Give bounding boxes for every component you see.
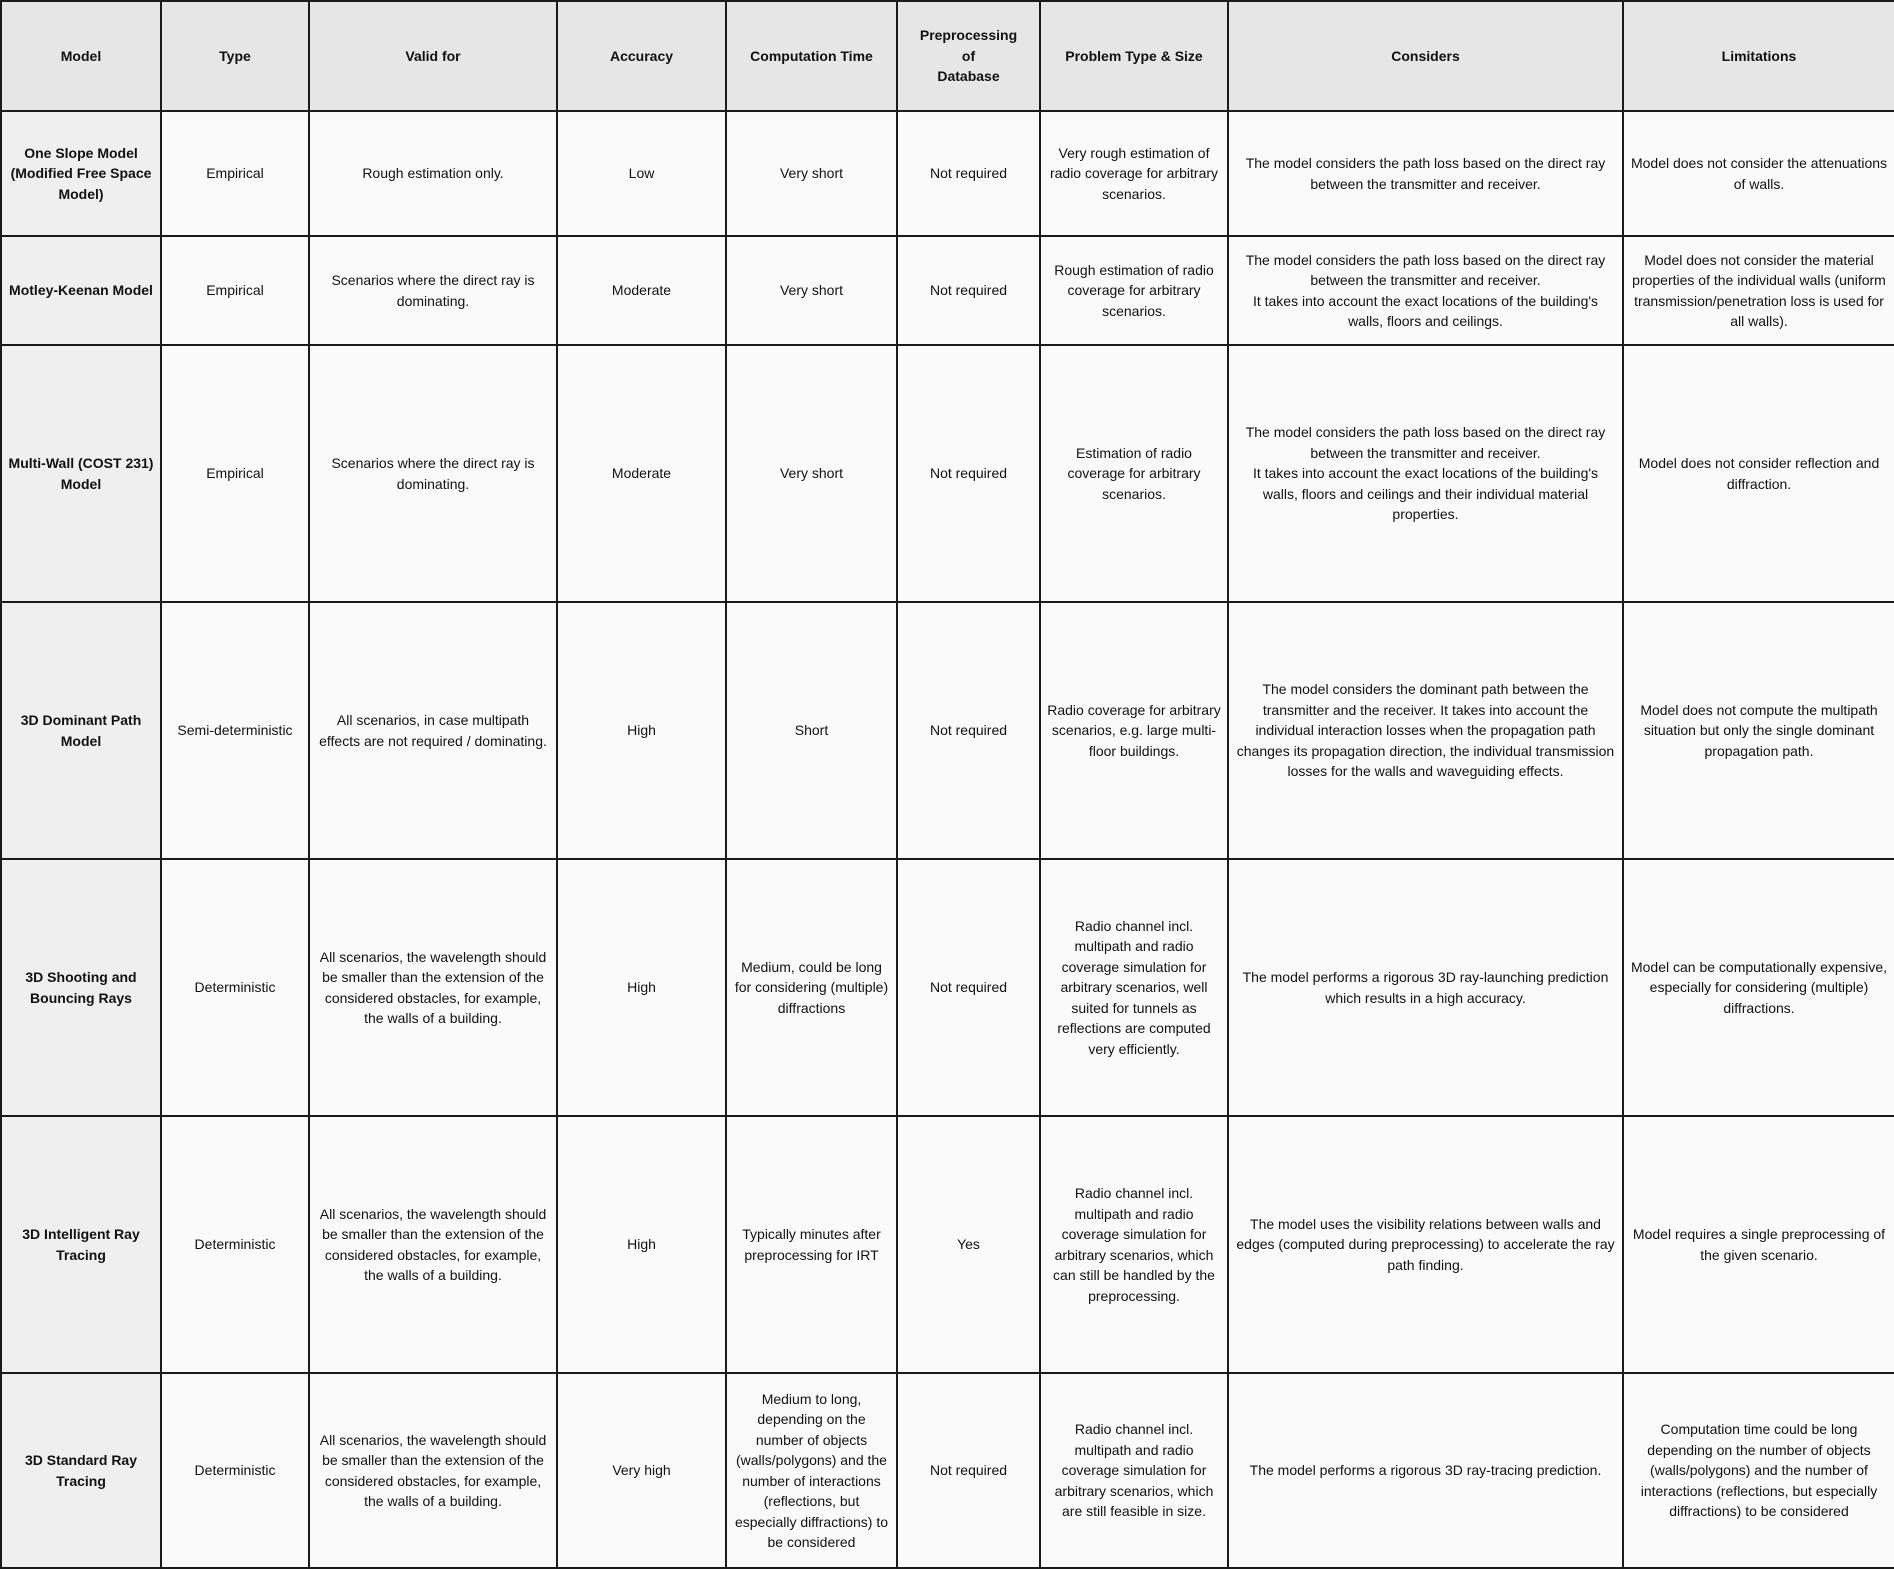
cell-valid-for: All scenarios, the wavelength should be smaller than the extension of the considered obstacles, for example, the walls of a building. (309, 859, 557, 1116)
cell-type: Deterministic (161, 1116, 309, 1373)
table-row (1, 111, 1894, 236)
header-row (1, 1, 1894, 111)
cell-type: Empirical (161, 236, 309, 345)
cell-accuracy: High (557, 1116, 726, 1373)
cell-model: Motley-Keenan Model (1, 236, 161, 345)
cell-type: Deterministic (161, 1373, 309, 1568)
cell-model: One Slope Model (Modified Free Space Model) (1, 111, 161, 236)
header-considers: Considers (1228, 1, 1623, 111)
header-model: Model (1, 1, 161, 111)
cell-considers: The model considers the path loss based on the direct ray between the transmitter and receiver. (1228, 111, 1623, 236)
cell-accuracy: High (557, 602, 726, 859)
cell-considers: The model considers the path loss based on the direct ray between the transmitter and receiver. It takes into account the exact locations of the building's walls, floors and ceilings. (1228, 236, 1623, 345)
cell-problem-type: Rough estimation of radio coverage for arbitrary scenarios. (1040, 236, 1228, 345)
table-header (1, 1, 1894, 111)
cell-preprocessing: Not required (897, 859, 1040, 1116)
cell-problem-type: Radio channel incl. multipath and radio coverage simulation for arbitrary scenarios, which can still be handled by the preprocessing. (1040, 1116, 1228, 1373)
cell-computation-time: Medium to long, depending on the number of objects (walls/polygons) and the number of interactions (reflections, but especially diffractions) to be considered (726, 1373, 897, 1568)
cell-preprocessing: Not required (897, 236, 1040, 345)
table-row (1, 345, 1894, 602)
header-computation-time: Computation Time (726, 1, 897, 111)
cell-valid-for: Scenarios where the direct ray is dominating. (309, 345, 557, 602)
cell-model: 3D Intelligent Ray Tracing (1, 1116, 161, 1373)
cell-type: Semi-deterministic (161, 602, 309, 859)
table-body (1, 111, 1894, 1568)
cell-considers: The model performs a rigorous 3D ray-launching prediction which results in a high accuracy. (1228, 859, 1623, 1116)
header-limitations: Limitations (1623, 1, 1894, 111)
cell-considers: The model uses the visibility relations between walls and edges (computed during preprocessing) to accelerate the ray path finding. (1228, 1116, 1623, 1373)
cell-preprocessing: Not required (897, 345, 1040, 602)
cell-limitations: Model can be computationally expensive, especially for considering (multiple) diffractions. (1623, 859, 1894, 1116)
cell-limitations: Model does not consider reflection and diffraction. (1623, 345, 1894, 602)
cell-model: 3D Standard Ray Tracing (1, 1373, 161, 1568)
cell-considers: The model considers the path loss based on the direct ray between the transmitter and receiver. It takes into account the exact locations of the building's walls, floors and ceilings and their individual material properties. (1228, 345, 1623, 602)
cell-computation-time: Very short (726, 345, 897, 602)
table-row (1, 602, 1894, 859)
cell-limitations: Model does not consider the material properties of the individual walls (uniform transmission/penetration loss is used for all walls). (1623, 236, 1894, 345)
cell-problem-type: Radio coverage for arbitrary scenarios, e.g. large multi-floor buildings. (1040, 602, 1228, 859)
header-type: Type (161, 1, 309, 111)
cell-accuracy: Low (557, 111, 726, 236)
cell-type: Empirical (161, 345, 309, 602)
cell-accuracy: Moderate (557, 345, 726, 602)
table-row (1, 1116, 1894, 1373)
cell-limitations: Model does not consider the attenuations of walls. (1623, 111, 1894, 236)
table-row (1, 236, 1894, 345)
cell-problem-type: Very rough estimation of radio coverage for arbitrary scenarios. (1040, 111, 1228, 236)
cell-accuracy: High (557, 859, 726, 1116)
cell-problem-type: Radio channel incl. multipath and radio coverage simulation for arbitrary scenarios, which are still feasible in size. (1040, 1373, 1228, 1568)
cell-considers: The model considers the dominant path between the transmitter and the receiver. It takes into account the individual interaction losses when the propagation path changes its propagation direction, the individual transmission losses for the walls and waveguiding effects. (1228, 602, 1623, 859)
cell-considers: The model performs a rigorous 3D ray-tracing prediction. (1228, 1373, 1623, 1568)
header-accuracy: Accuracy (557, 1, 726, 111)
header-valid-for: Valid for (309, 1, 557, 111)
table-row (1, 859, 1894, 1116)
header-preprocessing: Preprocessing of Database (897, 1, 1040, 111)
cell-model: Multi-Wall (COST 231) Model (1, 345, 161, 602)
cell-valid-for: All scenarios, in case multipath effects are not required / dominating. (309, 602, 557, 859)
cell-limitations: Model requires a single preprocessing of the given scenario. (1623, 1116, 1894, 1373)
cell-problem-type: Estimation of radio coverage for arbitrary scenarios. (1040, 345, 1228, 602)
cell-computation-time: Medium, could be long for considering (multiple) diffractions (726, 859, 897, 1116)
cell-computation-time: Very short (726, 236, 897, 345)
cell-preprocessing: Yes (897, 1116, 1040, 1373)
cell-accuracy: Very high (557, 1373, 726, 1568)
cell-preprocessing: Not required (897, 1373, 1040, 1568)
cell-valid-for: All scenarios, the wavelength should be smaller than the extension of the considered obstacles, for example, the walls of a building. (309, 1116, 557, 1373)
cell-computation-time: Typically minutes after preprocessing for IRT (726, 1116, 897, 1373)
cell-preprocessing: Not required (897, 111, 1040, 236)
cell-type: Empirical (161, 111, 309, 236)
cell-valid-for: Rough estimation only. (309, 111, 557, 236)
cell-limitations: Model does not compute the multipath situation but only the single dominant propagation path. (1623, 602, 1894, 859)
header-problem-type: Problem Type & Size (1040, 1, 1228, 111)
cell-computation-time: Short (726, 602, 897, 859)
cell-model: 3D Dominant Path Model (1, 602, 161, 859)
cell-model: 3D Shooting and Bouncing Rays (1, 859, 161, 1116)
cell-valid-for: All scenarios, the wavelength should be smaller than the extension of the considered obstacles, for example, the walls of a building. (309, 1373, 557, 1568)
cell-preprocessing: Not required (897, 602, 1040, 859)
cell-limitations: Computation time could be long depending on the number of objects (walls/polygons) and the number of interactions (reflections, but especially diffractions) to be considered (1623, 1373, 1894, 1568)
cell-problem-type: Radio channel incl. multipath and radio coverage simulation for arbitrary scenarios, well suited for tunnels as reflections are computed very efficiently. (1040, 859, 1228, 1116)
cell-computation-time: Very short (726, 111, 897, 236)
cell-type: Deterministic (161, 859, 309, 1116)
cell-accuracy: Moderate (557, 236, 726, 345)
cell-valid-for: Scenarios where the direct ray is dominating. (309, 236, 557, 345)
table-row (1, 1373, 1894, 1568)
